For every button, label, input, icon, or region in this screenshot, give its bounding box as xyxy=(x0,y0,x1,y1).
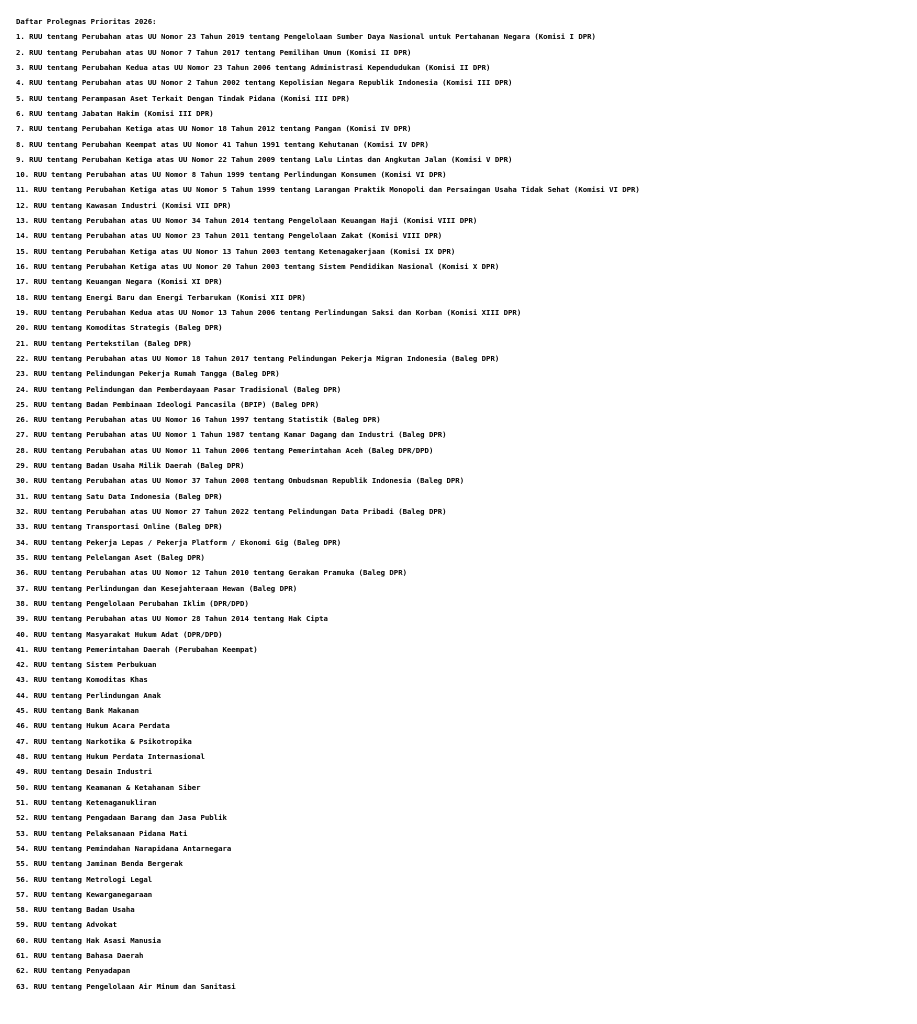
list-item: 49. RUU tentang Desain Industri xyxy=(16,767,153,777)
list-item: 1. RUU tentang Perubahan atas UU Nomor 23 Tahun 2019 tentang Pengelolaan Sumber Daya Nasional untuk Pertahanan Negara (Komisi I DPR) xyxy=(16,32,596,42)
list-item: 53. RUU tentang Pelaksanaan Pidana Mati xyxy=(16,828,188,838)
list-item: 54. RUU tentang Pemindahan Narapidana Antarnegara xyxy=(16,843,232,853)
list-item: 5. RUU tentang Perampasan Aset Terkait Dengan Tindak Pidana (Komisi III DPR) xyxy=(16,93,350,103)
list-item: 44. RUU tentang Perlindungan Anak xyxy=(16,690,161,700)
list-item: 43. RUU tentang Komoditas Khas xyxy=(16,675,148,685)
list-item: 17. RUU tentang Keuangan Negara (Komisi XI DPR) xyxy=(16,277,223,287)
list-item: 29. RUU tentang Badan Usaha Milik Daerah (Baleg DPR) xyxy=(16,461,245,471)
list-item: 50. RUU tentang Keamanan & Ketahanan Siber xyxy=(16,782,201,792)
list-item: 15. RUU tentang Perubahan Ketiga atas UU Nomor 13 Tahun 2003 tentang Ketenagakerjaan (Komisi IX DPR) xyxy=(16,246,456,256)
prolegnas-list xyxy=(16,29,906,994)
list-item: 61. RUU tentang Bahasa Daerah xyxy=(16,951,144,961)
list-item: 36. RUU tentang Perubahan atas UU Nomor 12 Tahun 2010 tentang Gerakan Pramuka (Baleg DPR) xyxy=(16,568,407,578)
list-item: 20. RUU tentang Komoditas Strategis (Baleg DPR) xyxy=(16,323,223,333)
list-item: 30. RUU tentang Perubahan atas UU Nomor 37 Tahun 2008 tentang Ombudsman Republik Indonesia (Baleg DPR) xyxy=(16,476,465,486)
list-item: 18. RUU tentang Energi Baru dan Energi Terbarukan (Komisi XII DPR) xyxy=(16,292,306,302)
list-item: 37. RUU tentang Perlindungan dan Kesejahteraan Hewan (Baleg DPR) xyxy=(16,583,298,593)
list-item: 31. RUU tentang Satu Data Indonesia (Baleg DPR) xyxy=(16,491,223,501)
list-item: 46. RUU tentang Hukum Acara Perdata xyxy=(16,721,170,731)
list-item: 10. RUU tentang Perubahan atas UU Nomor 8 Tahun 1999 tentang Perlindungan Konsumen (Komisi VI DPR) xyxy=(16,170,447,180)
list-item: 62. RUU tentang Penyadapan xyxy=(16,966,131,976)
list-item: 45. RUU tentang Bank Makanan xyxy=(16,706,140,716)
list-item: 27. RUU tentang Perubahan atas UU Nomor 1 Tahun 1987 tentang Kamar Dagang dan Industri (Baleg DPR) xyxy=(16,430,447,440)
list-item: 23. RUU tentang Pelindungan Pekerja Rumah Tangga (Baleg DPR) xyxy=(16,369,280,379)
list-item: 47. RUU tentang Narkotika & Psikotropika xyxy=(16,736,192,746)
list-item: 22. RUU tentang Perubahan atas UU Nomor 18 Tahun 2017 tentang Pelindungan Pekerja Migran Indonesia (Baleg DPR) xyxy=(16,353,500,363)
list-item: 9. RUU tentang Perubahan Ketiga atas UU Nomor 22 Tahun 2009 tentang Lalu Lintas dan Angkutan Jalan (Komisi V DPR) xyxy=(16,154,513,164)
list-item: 35. RUU tentang Pelelangan Aset (Baleg DPR) xyxy=(16,552,205,562)
list-item: 2. RUU tentang Perubahan atas UU Nomor 7 Tahun 2017 tentang Pemilihan Umum (Komisi II DPR) xyxy=(16,47,412,57)
list-item: 48. RUU tentang Hukum Perdata Internasional xyxy=(16,752,205,761)
document-title: Daftar Prolegnas Prioritas 2026: xyxy=(16,17,157,26)
list-item: 58. RUU tentang Badan Usaha xyxy=(16,905,135,915)
list-item: 60. RUU tentang Hak Asasi Manusia xyxy=(16,935,161,945)
list-item: 42. RUU tentang Sistem Perbukuan xyxy=(16,660,157,670)
list-item: 24. RUU tentang Pelindungan dan Pemberdayaan Pasar Tradisional (Baleg DPR) xyxy=(16,384,342,394)
list-item: 34. RUU tentang Pekerja Lepas / Pekerja Platform / Ekonomi Gig (Baleg DPR) xyxy=(16,537,342,547)
list-item: 7. RUU tentang Perubahan Ketiga atas UU Nomor 18 Tahun 2012 tentang Pangan (Komisi IV DPR) xyxy=(16,124,412,134)
list-item: 59. RUU tentang Advokat xyxy=(16,920,118,930)
document-body xyxy=(16,14,906,994)
list-item: 41. RUU tentang Pemerintahan Daerah (Perubahan Keempat) xyxy=(16,644,258,654)
list-item: 63. RUU tentang Pengelolaan Air Minum dan Sanitasi xyxy=(16,981,236,991)
list-item: 13. RUU tentang Perubahan atas UU Nomor 34 Tahun 2014 tentang Pengelolaan Keuangan Haji (Komisi VIII DPR) xyxy=(16,216,478,226)
list-item: 33. RUU tentang Transportasi Online (Baleg DPR) xyxy=(16,522,223,532)
list-item: 8. RUU tentang Perubahan Keempat atas UU Nomor 41 Tahun 1991 tentang Kehutanan (Komisi IV DPR) xyxy=(16,139,429,149)
list-item: 51. RUU tentang Ketenaganukliran xyxy=(16,797,157,807)
list-item: 40. RUU tentang Masyarakat Hukum Adat (DPR/DPD) xyxy=(16,629,223,639)
list-item: 21. RUU tentang Pertekstilan (Baleg DPR) xyxy=(16,338,192,348)
list-item: 52. RUU tentang Pengadaan Barang dan Jasa Publik xyxy=(16,813,227,823)
list-item: 32. RUU tentang Perubahan atas UU Nomor 27 Tahun 2022 tentang Pelindungan Data Pribadi (Baleg DPR) xyxy=(16,507,447,516)
list-item: 25. RUU tentang Badan Pembinaan Ideologi Pancasila (BPIP) (Baleg DPR) xyxy=(16,399,320,409)
list-item: 16. RUU tentang Perubahan Ketiga atas UU Nomor 20 Tahun 2003 tentang Sistem Pendidikan Nasional (Komisi X DPR) xyxy=(16,262,500,271)
list-item: 57. RUU tentang Kewarganegaraan xyxy=(16,889,153,899)
list-item: 56. RUU tentang Metrologi Legal xyxy=(16,874,153,884)
list-item: 39. RUU tentang Perubahan atas UU Nomor 28 Tahun 2014 tentang Hak Cipta xyxy=(16,614,328,624)
list-item: 38. RUU tentang Pengelolaan Perubahan Iklim (DPR/DPD) xyxy=(16,598,249,608)
list-item: 55. RUU tentang Jaminan Benda Bergerak xyxy=(16,859,183,869)
list-item: 3. RUU tentang Perubahan Kedua atas UU Nomor 23 Tahun 2006 tentang Administrasi Kependudukan (Komisi II DPR) xyxy=(16,62,491,72)
list-item: 12. RUU tentang Kawasan Industri (Komisi VII DPR) xyxy=(16,200,232,210)
list-item: 6. RUU tentang Jabatan Hakim (Komisi III DPR) xyxy=(16,108,214,118)
list-item: 14. RUU tentang Perubahan atas UU Nomor 23 Tahun 2011 tentang Pengelolaan Zakat (Komisi VIII DPR) xyxy=(16,231,443,241)
list-item: 4. RUU tentang Perubahan atas UU Nomor 2 Tahun 2002 tentang Kepolisian Negara Republik Indonesia (Komisi III DPR) xyxy=(16,78,513,88)
list-item: 11. RUU tentang Perubahan Ketiga atas UU Nomor 5 Tahun 1999 tentang Larangan Praktik Monopoli dan Persaingan Usaha Tidak Sehat (Komisi VI DPR) xyxy=(16,185,640,195)
list-item: 19. RUU tentang Perubahan Kedua atas UU Nomor 13 Tahun 2006 tentang Perlindungan Saksi dan Korban (Komisi XIII DPR) xyxy=(16,307,522,317)
list-item: 26. RUU tentang Perubahan atas UU Nomor 16 Tahun 1997 tentang Statistik (Baleg DPR) xyxy=(16,415,381,425)
list-item: 28. RUU tentang Perubahan atas UU Nomor 11 Tahun 2006 tentang Pemerintahan Aceh (Baleg DPR/DPD) xyxy=(16,445,434,455)
